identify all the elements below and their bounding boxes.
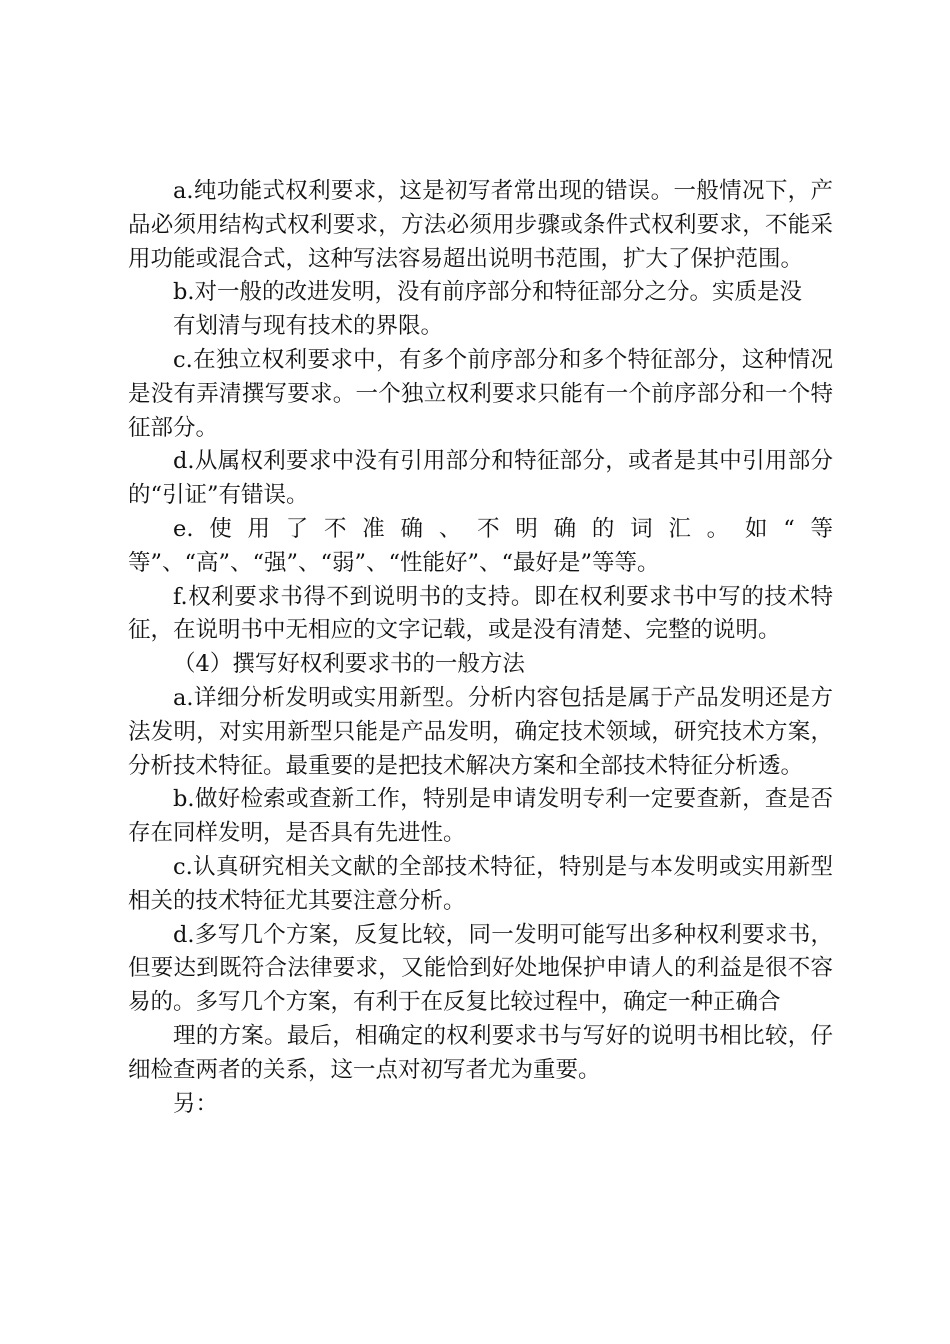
paragraph-a-functional-claims: a.纯功能式权利要求，这是初写者常出现的错误。一般情况下，产品必须用结构式权利要求，方法必须用步骤或条件式权利要求，不能采用功能或混合式，这种写法容易超出说明书范围，扩大了保护范围。 (128, 178, 833, 272)
paragraph-d-dependent-claim: d.从属权利要求中没有引用部分和特征部分，或者是其中引用部分的“引证”有错误。 (128, 448, 833, 509)
paragraph-c-literature: c.认真研究相关文献的全部技术特征，特别是与本发明或实用新型相关的技术特征尤其要注意分析。 (128, 853, 833, 914)
paragraph-b-no-preamble: b.对一般的改进发明，没有前序部分和特征部分之分。实质是没 (173, 279, 803, 306)
document-body (128, 175, 833, 1121)
section-heading-4: （4）撰写好权利要求书的一般方法 (173, 651, 525, 678)
paragraph-f-unsupported: f.权利要求书得不到说明书的支持。即在权利要求书中写的技术特征，在说明书中无相应的文字记载，或是没有清楚、完整的说明。 (128, 583, 833, 644)
paragraph-b-continuation: 有划清与现有技术的界限。 (173, 313, 444, 340)
paragraph-d-continuation: 理的方案。最后，相确定的权利要求书与写好的说明书相比较，仔细检查两者的关系，这一点对初写者尤为重要。 (128, 1022, 833, 1083)
paragraph-additional: 另： (173, 1090, 219, 1117)
paragraph-e-vague-terms: e.使用了不准确、不明确的词汇。如“等等”、“高”、“强”、“弱”、“性能好”、“最好是”等等。 (128, 515, 833, 576)
paragraph-a-analysis: a.详细分析发明或实用新型。分析内容包括是属于产品发明还是方法发明，对实用新型只能是产品发明，确定技术领域，研究技术方案，分析技术特征。最重要的是把技术解决方案和全部技术特征分析透。 (128, 684, 833, 779)
paragraph-d-multiple-schemes: d.多写几个方案，反复比较，同一发明可能写出多种权利要求书，但要达到既符合法律要求，又能恰到好处地保护申请人的利益是很不容易的。多写几个方案，有利于在反复比较过程中，确定一种正确合 (128, 921, 833, 1016)
paragraph-b-search: b.做好检索或查新工作，特别是申请发明专利一定要查新，查是否存在同样发明，是否具有先进性。 (128, 786, 833, 847)
paragraph-c-independent-claim: c.在独立权利要求中，有多个前序部分和多个特征部分，这种情况是没有弄清撰写要求。一个独立权利要求只能有一个前序部分和一个特征部分。 (128, 346, 833, 441)
